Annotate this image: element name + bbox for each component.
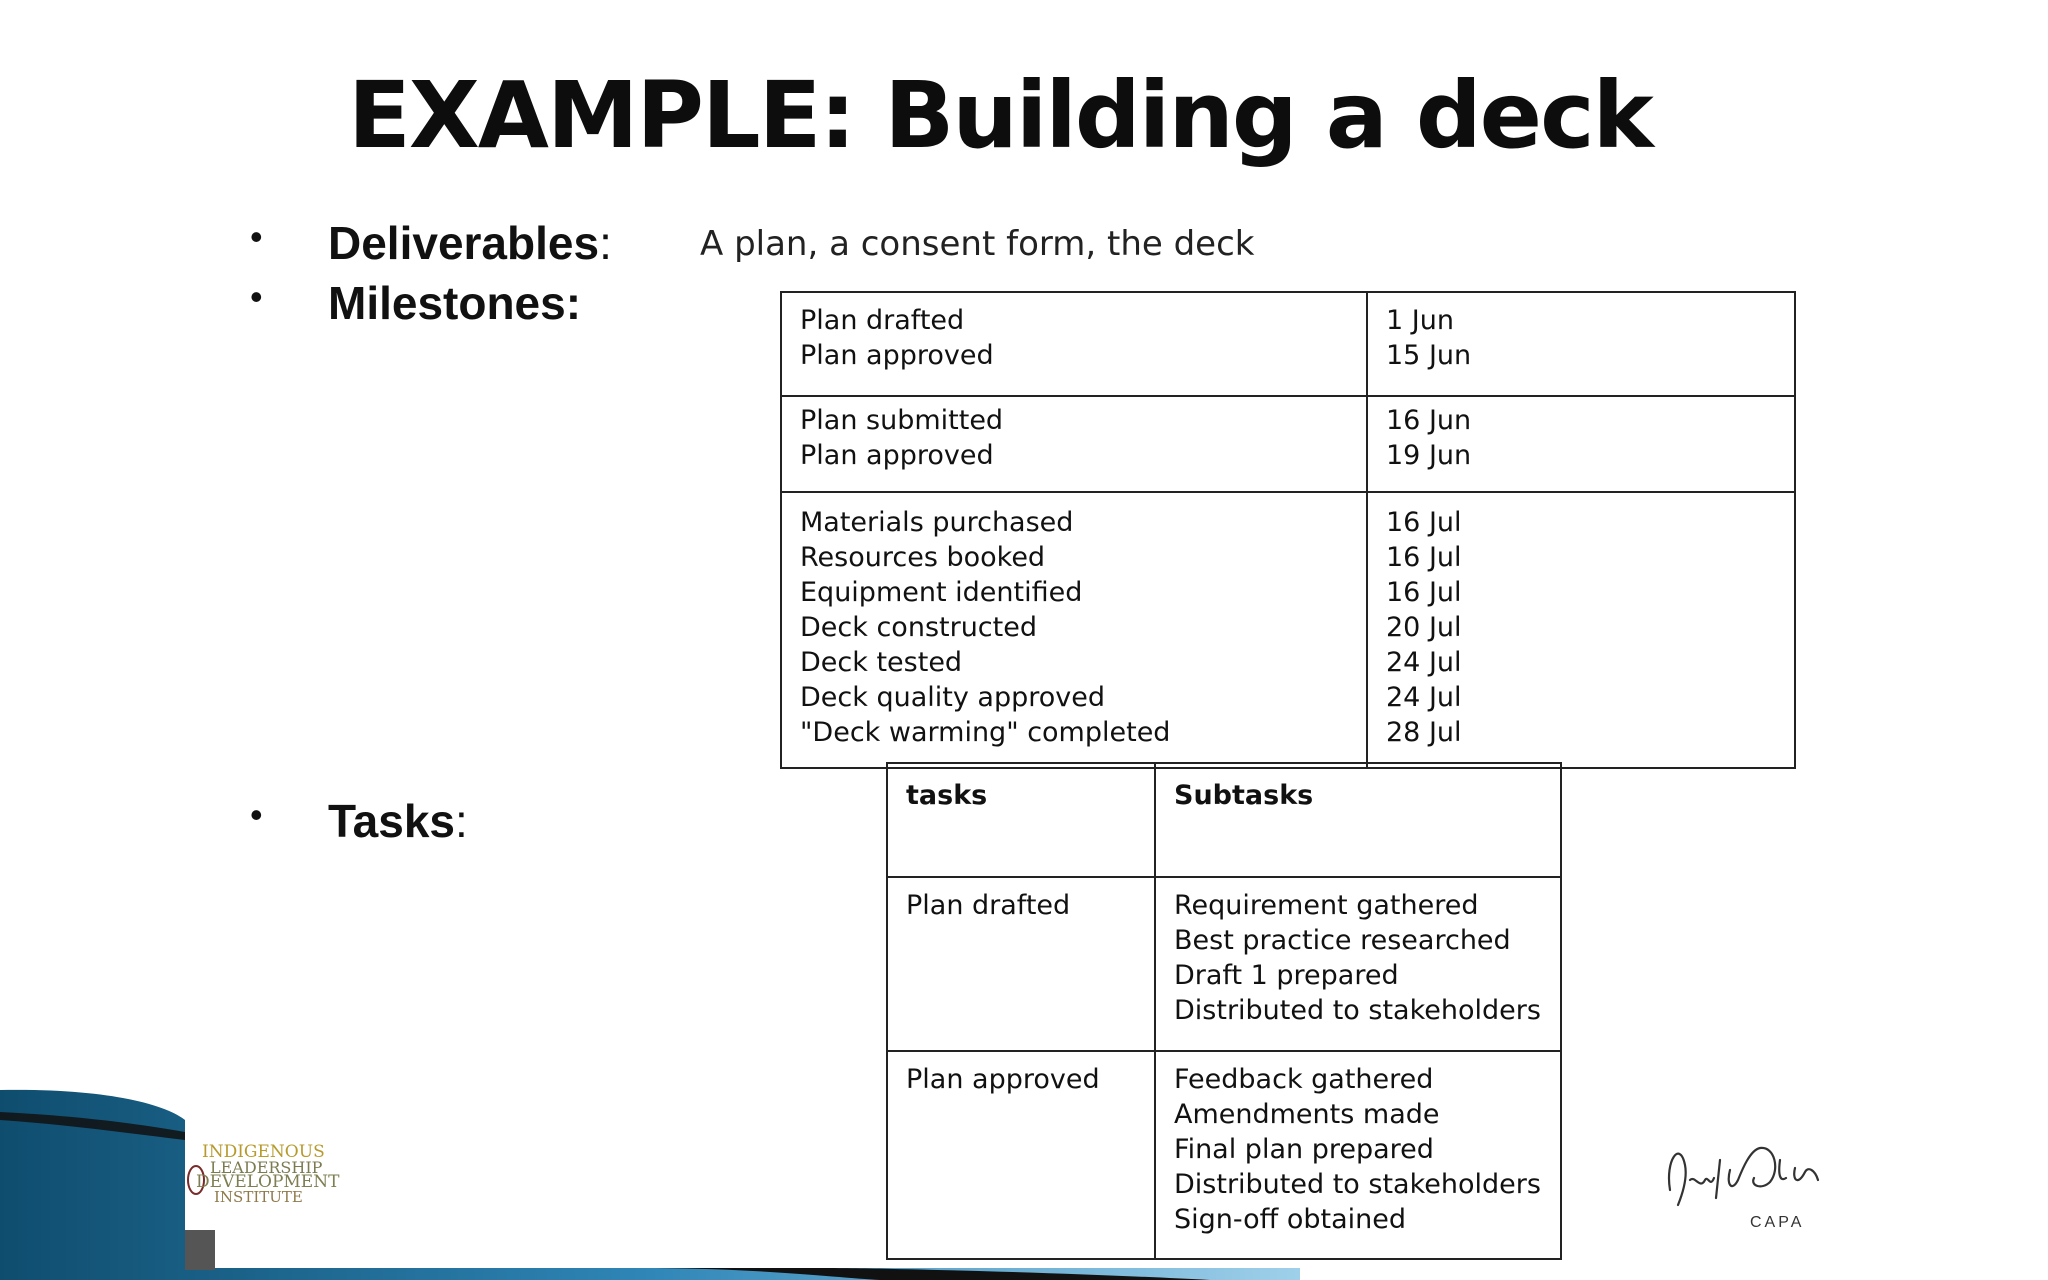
logo-text: LEADERSHIP — [210, 1158, 323, 1177]
milestone-item: Equipment identified — [800, 577, 1083, 608]
milestone-date: 19 Jun — [1386, 440, 1472, 471]
milestone-date: 20 Jul — [1386, 612, 1462, 643]
milestones-table — [780, 291, 1796, 769]
bullet-dot: • — [250, 276, 263, 317]
subtask-item: Distributed to stakeholders — [1174, 1169, 1541, 1200]
tasks-label: Tasks: — [328, 795, 468, 847]
milestone-date: 1 Jun — [1386, 305, 1454, 336]
subtasks-header-cell: Subtasks — [1155, 763, 1561, 877]
milestone-date: 15 Jun — [1386, 340, 1472, 371]
milestone-date: 16 Jul — [1386, 542, 1462, 573]
milestone-date: 24 Jul — [1386, 682, 1462, 713]
bullet-dot: • — [250, 216, 263, 257]
milestone-dates-cell — [1367, 292, 1795, 396]
subtask-item: Sign-off obtained — [1174, 1204, 1406, 1235]
milestone-date: 16 Jul — [1386, 577, 1462, 608]
milestone-date: 16 Jun — [1386, 405, 1472, 436]
milestone-items-cell — [781, 292, 1367, 396]
subtasks-cell — [1155, 877, 1561, 1051]
slide-title: EXAMPLE: Building a deck — [348, 62, 1652, 169]
deliverables-value: A plan, a consent form, the deck — [700, 224, 1255, 264]
tasks-header-cell: tasks — [887, 763, 1155, 877]
subtask-item: Requirement gathered — [1174, 890, 1479, 921]
milestone-date: 28 Jul — [1386, 717, 1462, 748]
subtask-item: Amendments made — [1174, 1099, 1440, 1130]
milestone-item: Plan approved — [800, 340, 994, 371]
milestone-item: Deck tested — [800, 647, 963, 678]
milestones-row — [781, 292, 1795, 396]
logo-text: DEVELOPMENT — [196, 1172, 340, 1192]
subtask-item: Best practice researched — [1174, 925, 1511, 956]
milestones-row — [781, 396, 1795, 492]
milestone-date: 16 Jul — [1386, 507, 1462, 538]
tasks-row — [887, 877, 1561, 1051]
milestone-item: Plan approved — [800, 440, 994, 471]
tasks-header-row — [887, 763, 1561, 877]
milestone-dates-cell — [1367, 396, 1795, 492]
milestones-label: Milestones: — [328, 277, 582, 329]
milestone-dates-cell — [1367, 492, 1795, 768]
indigenous-leadership-logo — [186, 1142, 366, 1216]
building-capacity-logo — [1650, 1120, 1825, 1240]
task-cell: Plan drafted — [887, 877, 1155, 1051]
milestone-item: Deck quality approved — [800, 682, 1105, 713]
milestone-item: Plan submitted — [800, 405, 1004, 436]
subtask-item: Final plan prepared — [1174, 1134, 1434, 1165]
signature-logo-icon — [1650, 1120, 1825, 1220]
subtask-item: Draft 1 prepared — [1174, 960, 1399, 991]
milestone-item: Materials purchased — [800, 507, 1074, 538]
bullet-dot: • — [250, 794, 263, 835]
milestone-item: Resources booked — [800, 542, 1046, 573]
task-cell: Plan approved — [887, 1051, 1155, 1259]
milestone-items-cell — [781, 492, 1367, 768]
milestone-items-cell — [781, 396, 1367, 492]
milestone-item: "Deck warming" completed — [800, 717, 1171, 748]
tasks-row — [887, 1051, 1561, 1259]
tasks-table — [886, 762, 1562, 1260]
milestone-item: Deck constructed — [800, 612, 1037, 643]
milestones-row — [781, 492, 1795, 768]
milestone-date: 24 Jul — [1386, 647, 1462, 678]
milestone-item: Plan drafted — [800, 305, 965, 336]
logo-text: INDIGENOUS — [202, 1142, 325, 1162]
logo-text: CAPA — [1750, 1214, 1805, 1231]
subtasks-cell — [1155, 1051, 1561, 1259]
subtask-item: Distributed to stakeholders — [1174, 995, 1541, 1026]
deliverables-label: Deliverables: — [328, 217, 612, 269]
logo-text: INSTITUTE — [214, 1188, 303, 1206]
subtask-item: Feedback gathered — [1174, 1064, 1434, 1095]
